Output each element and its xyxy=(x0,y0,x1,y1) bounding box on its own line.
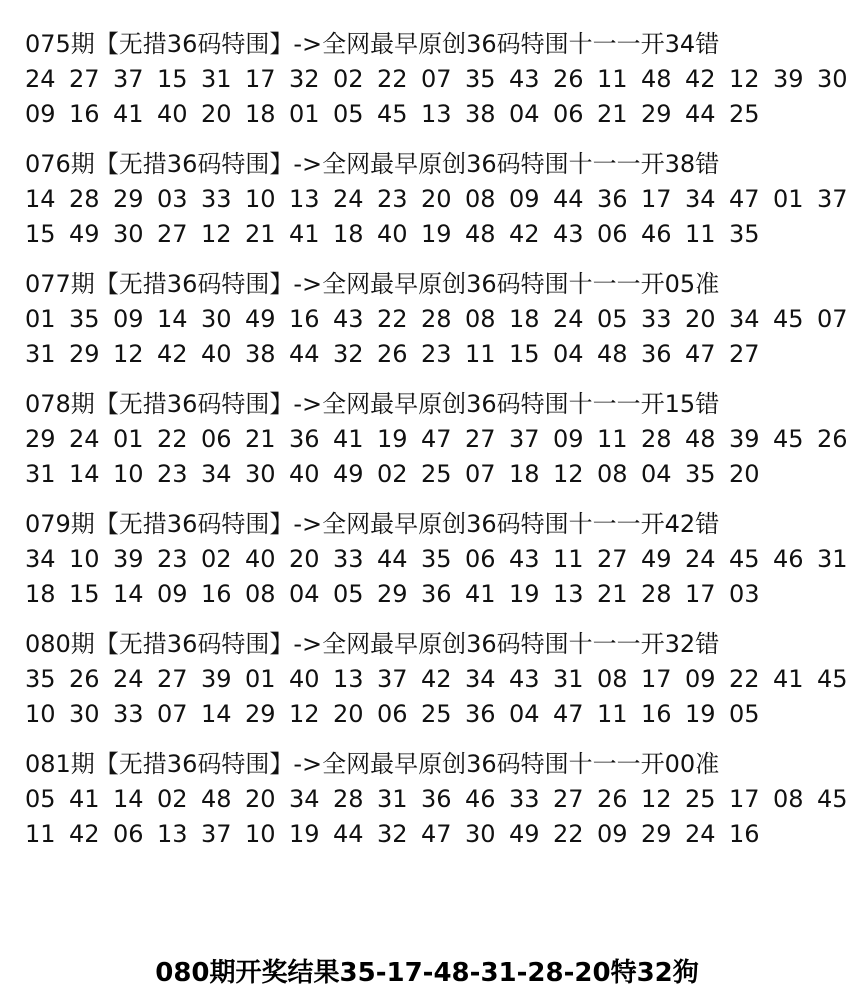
number-cell: 28 xyxy=(69,185,100,213)
number-cell: 17 xyxy=(245,65,276,93)
number-cell: 27 xyxy=(157,665,188,693)
number-cell: 11 xyxy=(685,220,716,248)
number-cell: 01 xyxy=(773,185,804,213)
number-cell: 20 xyxy=(685,305,716,333)
prediction-entry xyxy=(25,267,848,372)
number-cell: 31 xyxy=(553,665,584,693)
number-cell: 16 xyxy=(289,305,320,333)
number-cell: 35 xyxy=(729,220,760,248)
number-cell: 08 xyxy=(597,460,628,488)
number-cell: 41 xyxy=(113,100,144,128)
number-cell: 09 xyxy=(113,305,144,333)
number-cell: 17 xyxy=(641,665,672,693)
entry-title: 080期【无措36码特围】->全网最早原创36码特围十一一开32错 xyxy=(25,630,720,658)
number-cell: 49 xyxy=(333,460,364,488)
number-cell: 28 xyxy=(641,425,672,453)
number-cell: 44 xyxy=(289,340,320,368)
number-cell: 39 xyxy=(729,425,760,453)
number-cell: 15 xyxy=(25,220,56,248)
number-cell: 27 xyxy=(597,545,628,573)
number-row xyxy=(25,697,825,732)
number-cell: 19 xyxy=(377,425,408,453)
number-cell: 10 xyxy=(25,700,56,728)
number-cell: 33 xyxy=(113,700,144,728)
number-cell: 30 xyxy=(817,65,848,93)
number-cell: 28 xyxy=(421,305,452,333)
number-cell: 48 xyxy=(597,340,628,368)
number-row xyxy=(25,182,848,217)
number-cell: 48 xyxy=(201,785,232,813)
number-cell: 18 xyxy=(25,580,56,608)
number-cell: 22 xyxy=(553,820,584,848)
number-cell: 36 xyxy=(641,340,672,368)
number-cell: 02 xyxy=(201,545,232,573)
number-cell: 42 xyxy=(421,665,452,693)
number-cell: 04 xyxy=(289,580,320,608)
number-cell: 40 xyxy=(289,665,320,693)
number-cell: 42 xyxy=(157,340,188,368)
number-cell: 39 xyxy=(201,665,232,693)
number-cell: 30 xyxy=(113,220,144,248)
number-cell: 05 xyxy=(729,700,760,728)
number-cell: 04 xyxy=(509,700,540,728)
number-cell: 06 xyxy=(553,100,584,128)
number-cell: 33 xyxy=(201,185,232,213)
number-cell: 27 xyxy=(69,65,100,93)
number-cell: 21 xyxy=(597,580,628,608)
entry-title: 076期【无措36码特围】->全网最早原创36码特围十一一开38错 xyxy=(25,150,720,178)
number-cell: 24 xyxy=(685,545,716,573)
number-cell: 33 xyxy=(641,305,672,333)
number-cell: 11 xyxy=(25,820,56,848)
number-cell: 20 xyxy=(729,460,760,488)
number-cell: 45 xyxy=(817,785,848,813)
number-cell: 49 xyxy=(509,820,540,848)
number-cell: 47 xyxy=(685,340,716,368)
number-cell: 15 xyxy=(509,340,540,368)
number-cell: 43 xyxy=(509,65,540,93)
number-cell: 09 xyxy=(597,820,628,848)
number-cell: 41 xyxy=(773,665,804,693)
number-cell: 31 xyxy=(25,460,56,488)
number-cell: 14 xyxy=(25,185,56,213)
number-cell: 34 xyxy=(465,665,496,693)
number-cell: 42 xyxy=(685,65,716,93)
number-cell: 13 xyxy=(553,580,584,608)
number-cell: 21 xyxy=(245,425,276,453)
number-cell: 19 xyxy=(685,700,716,728)
number-cell: 22 xyxy=(157,425,188,453)
number-cell: 45 xyxy=(377,100,408,128)
number-cell: 43 xyxy=(509,545,540,573)
number-cell: 29 xyxy=(641,820,672,848)
prediction-entry xyxy=(25,387,848,492)
number-cell: 13 xyxy=(421,100,452,128)
number-cell: 19 xyxy=(509,580,540,608)
number-cell: 23 xyxy=(157,545,188,573)
number-cell: 01 xyxy=(25,305,56,333)
number-row xyxy=(25,217,825,252)
number-cell: 26 xyxy=(553,65,584,93)
number-cell: 45 xyxy=(773,425,804,453)
number-cell: 11 xyxy=(597,65,628,93)
number-cell: 22 xyxy=(377,65,408,93)
prediction-entry xyxy=(25,627,848,732)
number-cell: 34 xyxy=(685,185,716,213)
number-cell: 37 xyxy=(509,425,540,453)
number-cell: 34 xyxy=(201,460,232,488)
number-cell: 26 xyxy=(377,340,408,368)
number-cell: 11 xyxy=(597,425,628,453)
number-cell: 20 xyxy=(421,185,452,213)
number-cell: 14 xyxy=(113,580,144,608)
number-cell: 33 xyxy=(333,545,364,573)
number-cell: 11 xyxy=(553,545,584,573)
number-cell: 10 xyxy=(245,185,276,213)
number-cell: 23 xyxy=(157,460,188,488)
number-cell: 12 xyxy=(553,460,584,488)
number-cell: 44 xyxy=(685,100,716,128)
number-row xyxy=(25,782,848,817)
number-cell: 44 xyxy=(333,820,364,848)
number-cell: 13 xyxy=(289,185,320,213)
number-cell: 17 xyxy=(685,580,716,608)
number-cell: 45 xyxy=(817,665,848,693)
number-row xyxy=(25,302,848,337)
number-cell: 27 xyxy=(553,785,584,813)
prediction-entry xyxy=(25,507,848,612)
number-cell: 17 xyxy=(641,185,672,213)
number-cell: 48 xyxy=(641,65,672,93)
number-cell: 01 xyxy=(245,665,276,693)
number-cell: 09 xyxy=(157,580,188,608)
number-cell: 31 xyxy=(25,340,56,368)
number-cell: 20 xyxy=(333,700,364,728)
number-cell: 24 xyxy=(69,425,100,453)
prediction-entry xyxy=(25,27,848,132)
entry-title: 078期【无措36码特围】->全网最早原创36码特围十一一开15错 xyxy=(25,390,720,418)
number-cell: 36 xyxy=(465,700,496,728)
number-cell: 05 xyxy=(25,785,56,813)
number-cell: 18 xyxy=(509,460,540,488)
number-cell: 37 xyxy=(113,65,144,93)
number-cell: 27 xyxy=(729,340,760,368)
number-cell: 35 xyxy=(25,665,56,693)
number-cell: 06 xyxy=(113,820,144,848)
number-cell: 29 xyxy=(245,700,276,728)
number-cell: 46 xyxy=(773,545,804,573)
number-row xyxy=(25,542,848,577)
number-cell: 27 xyxy=(465,425,496,453)
number-cell: 21 xyxy=(245,220,276,248)
number-cell: 24 xyxy=(333,185,364,213)
number-cell: 35 xyxy=(421,545,452,573)
number-cell: 40 xyxy=(201,340,232,368)
number-cell: 05 xyxy=(333,100,364,128)
number-cell: 34 xyxy=(25,545,56,573)
number-cell: 08 xyxy=(773,785,804,813)
number-cell: 08 xyxy=(597,665,628,693)
number-row xyxy=(25,62,848,97)
number-cell: 12 xyxy=(201,220,232,248)
number-cell: 05 xyxy=(597,305,628,333)
number-cell: 32 xyxy=(333,340,364,368)
number-row xyxy=(25,422,848,457)
number-cell: 42 xyxy=(69,820,100,848)
number-cell: 25 xyxy=(421,460,452,488)
number-cell: 31 xyxy=(377,785,408,813)
number-cell: 30 xyxy=(201,305,232,333)
number-cell: 06 xyxy=(465,545,496,573)
number-cell: 36 xyxy=(421,580,452,608)
number-cell: 10 xyxy=(69,545,100,573)
number-cell: 46 xyxy=(641,220,672,248)
number-cell: 04 xyxy=(641,460,672,488)
number-cell: 29 xyxy=(113,185,144,213)
number-cell: 37 xyxy=(377,665,408,693)
number-cell: 25 xyxy=(421,700,452,728)
number-cell: 35 xyxy=(465,65,496,93)
number-cell: 37 xyxy=(201,820,232,848)
number-row xyxy=(25,337,825,372)
number-cell: 02 xyxy=(333,65,364,93)
number-cell: 15 xyxy=(157,65,188,93)
number-cell: 01 xyxy=(289,100,320,128)
number-cell: 36 xyxy=(597,185,628,213)
number-cell: 20 xyxy=(289,545,320,573)
number-cell: 09 xyxy=(25,100,56,128)
entry-title: 081期【无措36码特围】->全网最早原创36码特围十一一开00准 xyxy=(25,750,720,778)
number-cell: 32 xyxy=(377,820,408,848)
number-cell: 46 xyxy=(465,785,496,813)
number-cell: 12 xyxy=(641,785,672,813)
number-cell: 01 xyxy=(113,425,144,453)
number-cell: 03 xyxy=(157,185,188,213)
number-cell: 08 xyxy=(245,580,276,608)
prediction-list xyxy=(25,27,848,867)
number-cell: 21 xyxy=(597,100,628,128)
number-cell: 40 xyxy=(245,545,276,573)
number-cell: 18 xyxy=(509,305,540,333)
number-cell: 02 xyxy=(377,460,408,488)
number-cell: 12 xyxy=(113,340,144,368)
prediction-entry xyxy=(25,747,848,852)
number-cell: 49 xyxy=(245,305,276,333)
number-cell: 07 xyxy=(421,65,452,93)
number-cell: 28 xyxy=(641,580,672,608)
number-cell: 43 xyxy=(553,220,584,248)
number-cell: 43 xyxy=(333,305,364,333)
number-cell: 32 xyxy=(289,65,320,93)
number-cell: 40 xyxy=(377,220,408,248)
number-cell: 24 xyxy=(113,665,144,693)
number-cell: 31 xyxy=(817,545,848,573)
number-cell: 38 xyxy=(465,100,496,128)
number-row xyxy=(25,97,825,132)
number-cell: 14 xyxy=(69,460,100,488)
number-cell: 10 xyxy=(245,820,276,848)
prediction-entry xyxy=(25,147,848,252)
number-cell: 49 xyxy=(69,220,100,248)
number-cell: 17 xyxy=(729,785,760,813)
number-cell: 23 xyxy=(421,340,452,368)
number-cell: 06 xyxy=(201,425,232,453)
number-cell: 29 xyxy=(377,580,408,608)
number-cell: 15 xyxy=(69,580,100,608)
number-cell: 34 xyxy=(289,785,320,813)
number-cell: 02 xyxy=(157,785,188,813)
number-cell: 41 xyxy=(465,580,496,608)
number-cell: 41 xyxy=(69,785,100,813)
number-cell: 03 xyxy=(729,580,760,608)
number-cell: 14 xyxy=(157,305,188,333)
entry-title: 075期【无措36码特围】->全网最早原创36码特围十一一开34错 xyxy=(25,30,720,58)
number-cell: 45 xyxy=(773,305,804,333)
number-cell: 06 xyxy=(597,220,628,248)
number-cell: 47 xyxy=(421,820,452,848)
number-cell: 29 xyxy=(641,100,672,128)
number-cell: 12 xyxy=(289,700,320,728)
number-cell: 35 xyxy=(69,305,100,333)
number-cell: 40 xyxy=(289,460,320,488)
number-cell: 04 xyxy=(553,340,584,368)
number-row xyxy=(25,817,825,852)
number-cell: 16 xyxy=(69,100,100,128)
number-cell: 20 xyxy=(245,785,276,813)
number-cell: 23 xyxy=(377,185,408,213)
number-cell: 19 xyxy=(289,820,320,848)
entry-title: 077期【无措36码特围】->全网最早原创36码特围十一一开05准 xyxy=(25,270,720,298)
number-cell: 26 xyxy=(69,665,100,693)
number-cell: 28 xyxy=(333,785,364,813)
number-cell: 27 xyxy=(157,220,188,248)
number-cell: 43 xyxy=(509,665,540,693)
number-cell: 41 xyxy=(333,425,364,453)
number-cell: 18 xyxy=(245,100,276,128)
number-cell: 25 xyxy=(729,100,760,128)
number-cell: 47 xyxy=(421,425,452,453)
number-cell: 30 xyxy=(465,820,496,848)
number-cell: 44 xyxy=(553,185,584,213)
number-cell: 11 xyxy=(597,700,628,728)
number-cell: 16 xyxy=(729,820,760,848)
number-cell: 24 xyxy=(25,65,56,93)
number-cell: 18 xyxy=(333,220,364,248)
number-cell: 24 xyxy=(685,820,716,848)
number-cell: 13 xyxy=(157,820,188,848)
number-cell: 16 xyxy=(641,700,672,728)
number-cell: 31 xyxy=(201,65,232,93)
number-cell: 48 xyxy=(685,425,716,453)
number-cell: 14 xyxy=(201,700,232,728)
number-cell: 07 xyxy=(157,700,188,728)
number-cell: 47 xyxy=(553,700,584,728)
number-cell: 45 xyxy=(729,545,760,573)
number-cell: 16 xyxy=(201,580,232,608)
number-cell: 29 xyxy=(25,425,56,453)
number-cell: 37 xyxy=(817,185,848,213)
number-cell: 30 xyxy=(245,460,276,488)
number-cell: 22 xyxy=(377,305,408,333)
number-row xyxy=(25,662,848,697)
number-cell: 33 xyxy=(509,785,540,813)
number-cell: 39 xyxy=(113,545,144,573)
number-cell: 07 xyxy=(817,305,848,333)
number-cell: 12 xyxy=(729,65,760,93)
number-row xyxy=(25,577,825,612)
number-cell: 30 xyxy=(69,700,100,728)
number-row xyxy=(25,457,825,492)
number-cell: 42 xyxy=(509,220,540,248)
number-cell: 49 xyxy=(641,545,672,573)
number-cell: 26 xyxy=(597,785,628,813)
number-cell: 04 xyxy=(509,100,540,128)
entry-title: 079期【无措36码特围】->全网最早原创36码特围十一一开42错 xyxy=(25,510,720,538)
number-cell: 29 xyxy=(69,340,100,368)
number-cell: 44 xyxy=(377,545,408,573)
number-cell: 08 xyxy=(465,185,496,213)
number-cell: 24 xyxy=(553,305,584,333)
number-cell: 10 xyxy=(113,460,144,488)
number-cell: 05 xyxy=(333,580,364,608)
number-cell: 39 xyxy=(773,65,804,93)
number-cell: 08 xyxy=(465,305,496,333)
number-cell: 19 xyxy=(421,220,452,248)
number-cell: 36 xyxy=(421,785,452,813)
number-cell: 22 xyxy=(729,665,760,693)
number-cell: 09 xyxy=(509,185,540,213)
number-cell: 40 xyxy=(157,100,188,128)
number-cell: 13 xyxy=(333,665,364,693)
number-cell: 14 xyxy=(113,785,144,813)
number-cell: 09 xyxy=(553,425,584,453)
number-cell: 11 xyxy=(465,340,496,368)
number-cell: 34 xyxy=(729,305,760,333)
number-cell: 36 xyxy=(289,425,320,453)
draw-result: 080期开奖结果35-17-48-31-28-20特32狗 xyxy=(155,958,699,988)
number-cell: 07 xyxy=(465,460,496,488)
number-cell: 41 xyxy=(289,220,320,248)
number-cell: 38 xyxy=(245,340,276,368)
number-cell: 26 xyxy=(817,425,848,453)
number-cell: 06 xyxy=(377,700,408,728)
number-cell: 35 xyxy=(685,460,716,488)
number-cell: 09 xyxy=(685,665,716,693)
number-cell: 25 xyxy=(685,785,716,813)
number-cell: 48 xyxy=(465,220,496,248)
number-cell: 47 xyxy=(729,185,760,213)
number-cell: 20 xyxy=(201,100,232,128)
